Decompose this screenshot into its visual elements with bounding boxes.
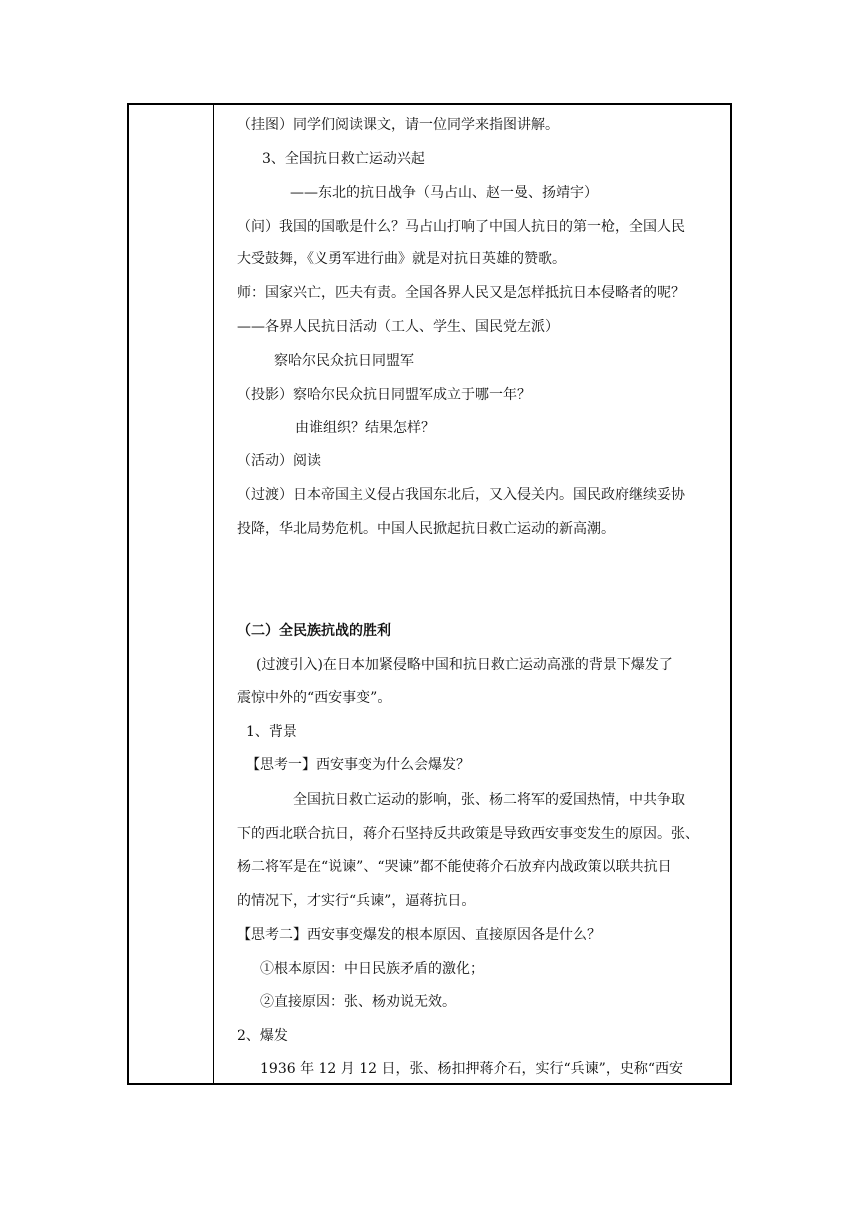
text-line: 震惊中外的“西安事变”。 xyxy=(237,690,392,706)
text-line: 投降，华北局势危机。中国人民掀起抗日救亡运动的新高潮。 xyxy=(237,521,615,537)
text-line: 杨二将军是在“说谏”、“哭谏”都不能使蒋介石放弃内战政策以联共抗日 xyxy=(237,859,672,875)
section-heading: （二）全民族抗战的胜利 xyxy=(237,623,391,639)
text-line: 由谁组织？结果怎样？ xyxy=(295,420,435,436)
text-line: 的情况下，才实行“兵谏”，逼蒋抗日。 xyxy=(237,893,476,909)
text-line: （活动）阅读 xyxy=(237,453,321,469)
text-line: （过渡）日本帝国主义侵占我国东北后，又入侵关内。国民政府继续妥协 xyxy=(237,487,685,503)
section-heading: 2、爆发 xyxy=(237,1028,288,1044)
text-line: (过渡引入)在日本加紧侵略中国和抗日救亡运动高涨的背景下爆发了 xyxy=(256,657,673,673)
question-heading: 【思考二】西安事变爆发的根本原因、直接原因各是什么？ xyxy=(237,927,601,943)
text-line: 全国抗日救亡运动的影响，张、杨二将军的爱国热情，中共争取 xyxy=(293,792,685,808)
lesson-table xyxy=(127,103,732,1085)
question-heading: 【思考一】西安事变为什么会爆发？ xyxy=(246,757,470,773)
text-line: 下的西北联合抗日，蒋介石坚持反共政策是导致西安事变发生的原因。张、 xyxy=(237,826,699,842)
text-line: 大受鼓舞，《义勇军进行曲》就是对抗日英雄的赞歌。 xyxy=(237,251,566,267)
text-line: ①根本原因：中日民族矛盾的激化； xyxy=(260,961,484,977)
text-line: （投影）察哈尔民众抗日同盟军成立于哪一年？ xyxy=(237,387,531,403)
text-line: （问）我国的国歌是什么？马占山打响了中国人抗日的第一枪，全国人民 xyxy=(237,219,685,235)
text-line: （挂图）同学们阅读课文，请一位同学来指图讲解。 xyxy=(237,117,559,133)
text-line: ——东北的抗日战争（马占山、赵一曼、扬靖宇） xyxy=(290,185,598,201)
text-line: 察哈尔民众抗日同盟军 xyxy=(274,353,414,369)
text-line: 师：国家兴亡，匹夫有责。全国各界人民又是怎样抵抗日本侵略者的呢？ xyxy=(237,285,685,301)
text-line: ②直接原因：张、杨劝说无效。 xyxy=(260,994,456,1010)
section-heading: 3、全国抗日救亡运动兴起 xyxy=(262,151,425,167)
text-line: 1936 年 12 月 12 日，张、杨扣押蒋介石，实行“兵谏”，史称“西安 xyxy=(260,1061,683,1077)
text-line: ——各界人民抗日活动（工人、学生、国民党左派） xyxy=(237,319,559,335)
content-cell xyxy=(129,105,730,1083)
section-heading: 1、背景 xyxy=(246,724,297,740)
